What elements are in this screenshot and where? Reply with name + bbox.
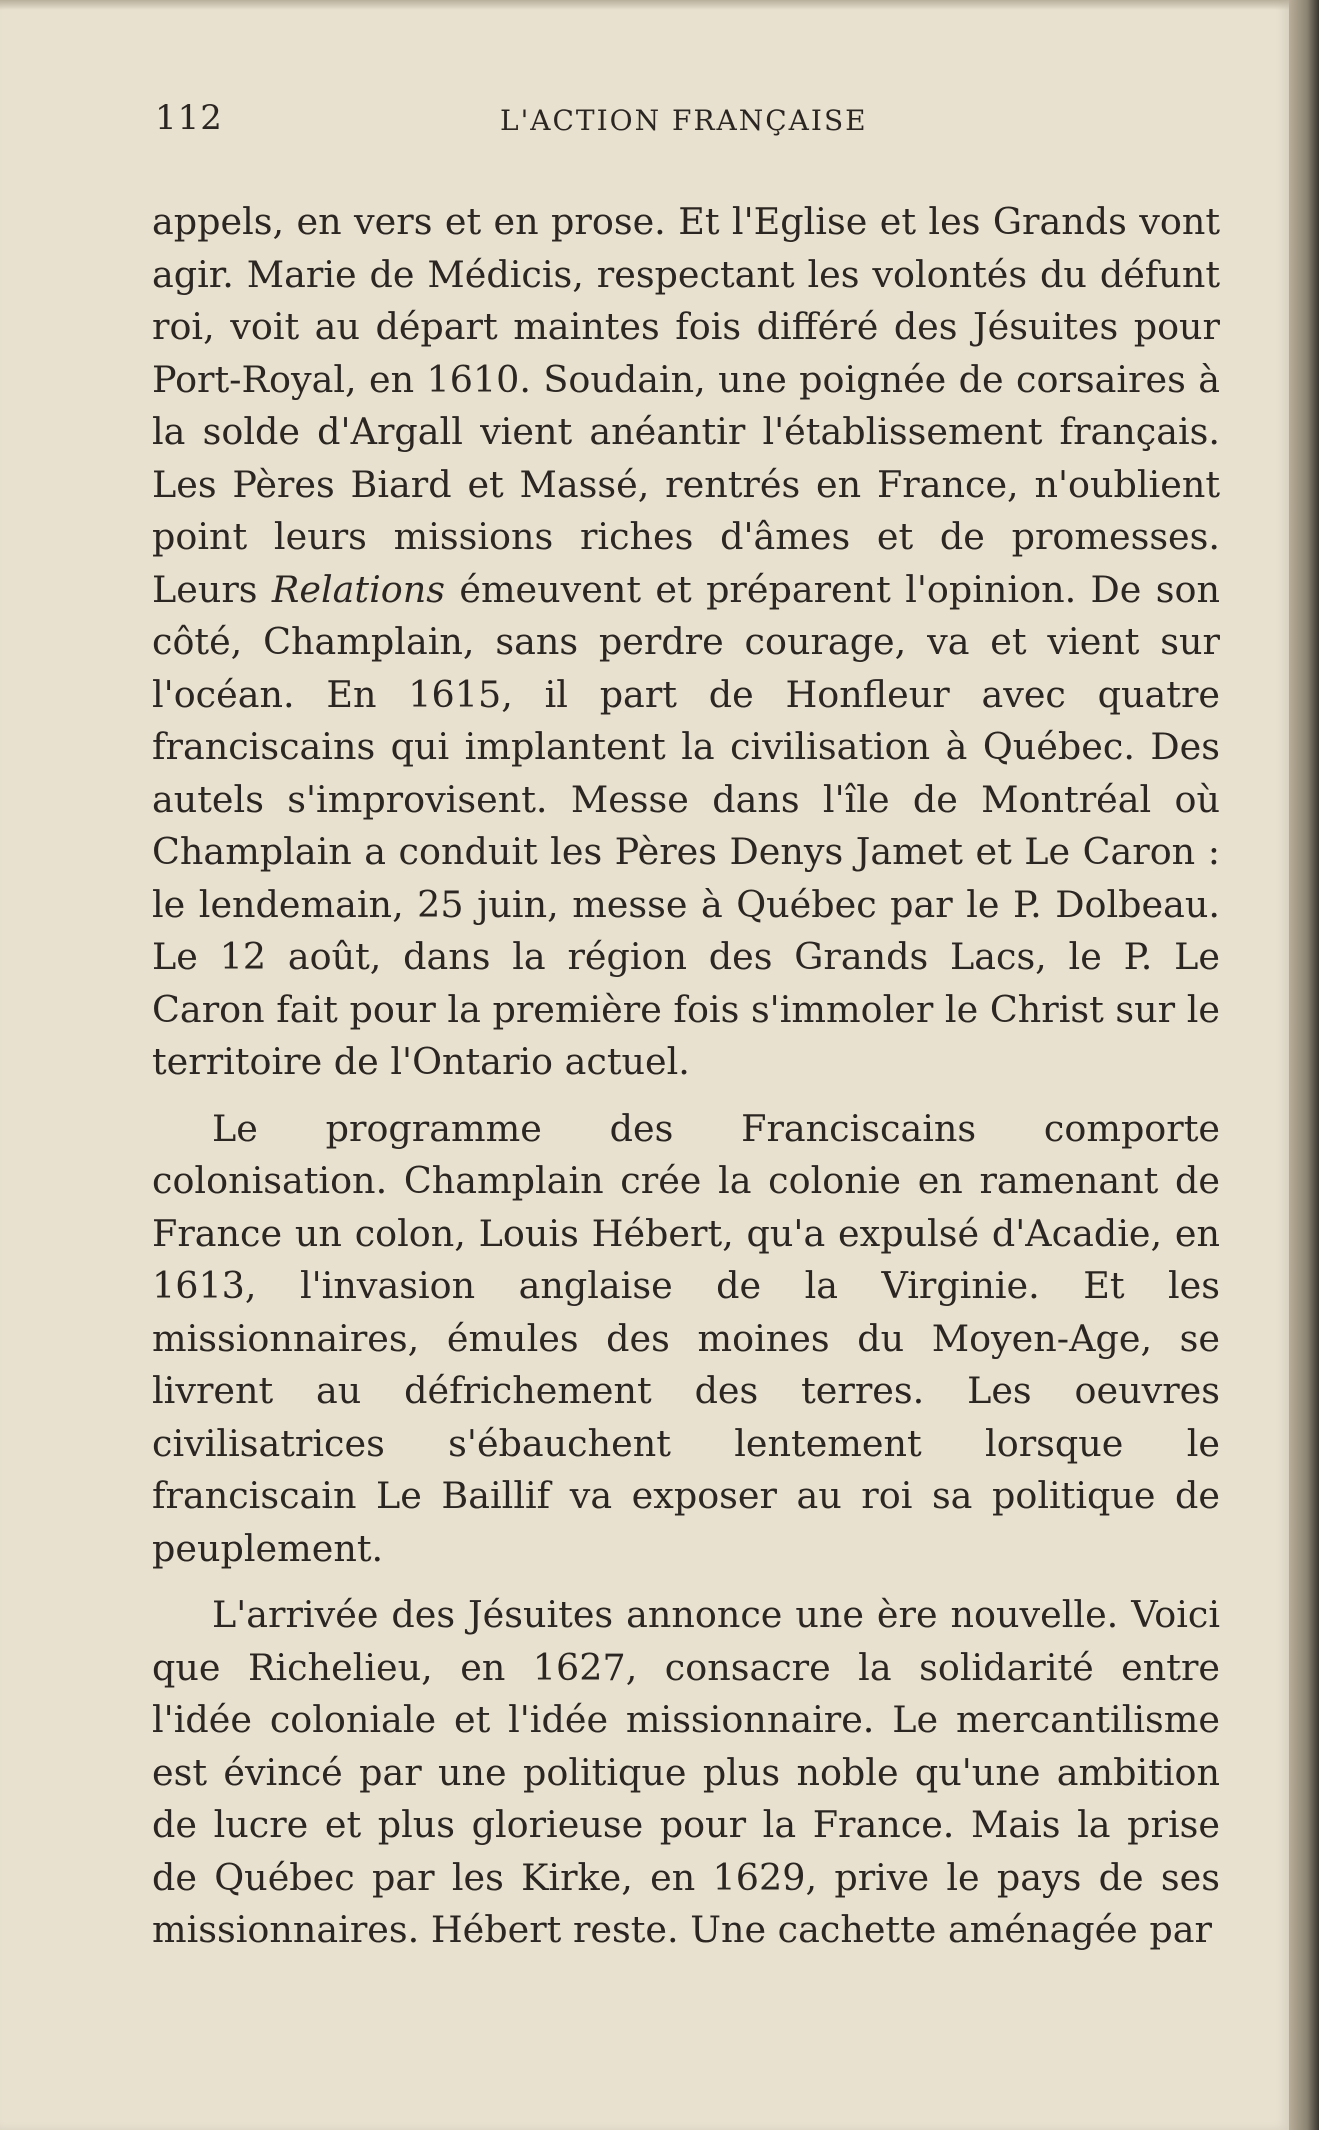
page-number: 112	[155, 98, 223, 138]
paragraph-1	[152, 196, 1220, 1089]
paragraph-1-end: émeuvent et préparent l'opinion. De son côté, Champlain, sans perdre courage, va et vient sur l'océan. En 1615, il part de Honfleur avec quatre franciscains qui implantent la civilisation à Québec. Des autels s'improvisent. Messe dans l'île de Montréal où Champlain a conduit les Pères Denys Jamet et Le Caron : le lendemain, 25 juin, messe à Québec par le P. Dolbeau. Le 12 août, dans la région des Grands Lacs, le P. Le Caron fait pour la première fois s'immoler le Christ sur le territoire de l'Ontario actuel.	[152, 567, 1220, 1083]
relations-italic: Relations	[271, 567, 445, 611]
paragraph-1-start: appels, en vers et en prose. Et l'Eglise et les Grands vont agir. Marie de Médicis, respectant les volontés du défunt roi, voit au départ maintes fois différé des Jésuites pour Port-Royal, en 1610. Soudain, une poignée de corsaires à la solde d'Argall vient anéantir l'établissement français. Les Pères Biard et Massé, rentrés en France, n'oublient point leurs missions riches d'âmes et de promesses. Leurs	[152, 200, 1220, 611]
body-text	[152, 196, 1220, 1957]
running-head: L'ACTION FRANÇAISE	[500, 104, 868, 137]
book-spine-shadow	[1289, 0, 1319, 2130]
paragraph-2: Le programme des Franciscains comporte colonisation. Champlain crée la colonie en ramenant de France un colon, Louis Hébert, qu'a expulsé d'Acadie, en 1613, l'invasion anglaise de la Virginie. Et les missionnaires, émules des moines du Moyen-Age, se livrent au défrichement des terres. Les oeuvres civilisatrices s'ébauchent lentement lorsque le franciscain Le Baillif va exposer au roi sa politique de peuplement.	[152, 1106, 1220, 1570]
page-edge	[0, 0, 1290, 10]
paragraph-3: L'arrivée des Jésuites annonce une ère nouvelle. Voici que Richelieu, en 1627, consacre la solidarité entre l'idée coloniale et l'idée missionnaire. Le mercantilisme est évincé par une politique plus noble qu'une ambition de lucre et plus glorieuse pour la France. Mais la prise de Québec par les Kirke, en 1629, prive le pays de ses missionnaires. Hébert reste. Une cachette aménagée par	[152, 1593, 1220, 1951]
